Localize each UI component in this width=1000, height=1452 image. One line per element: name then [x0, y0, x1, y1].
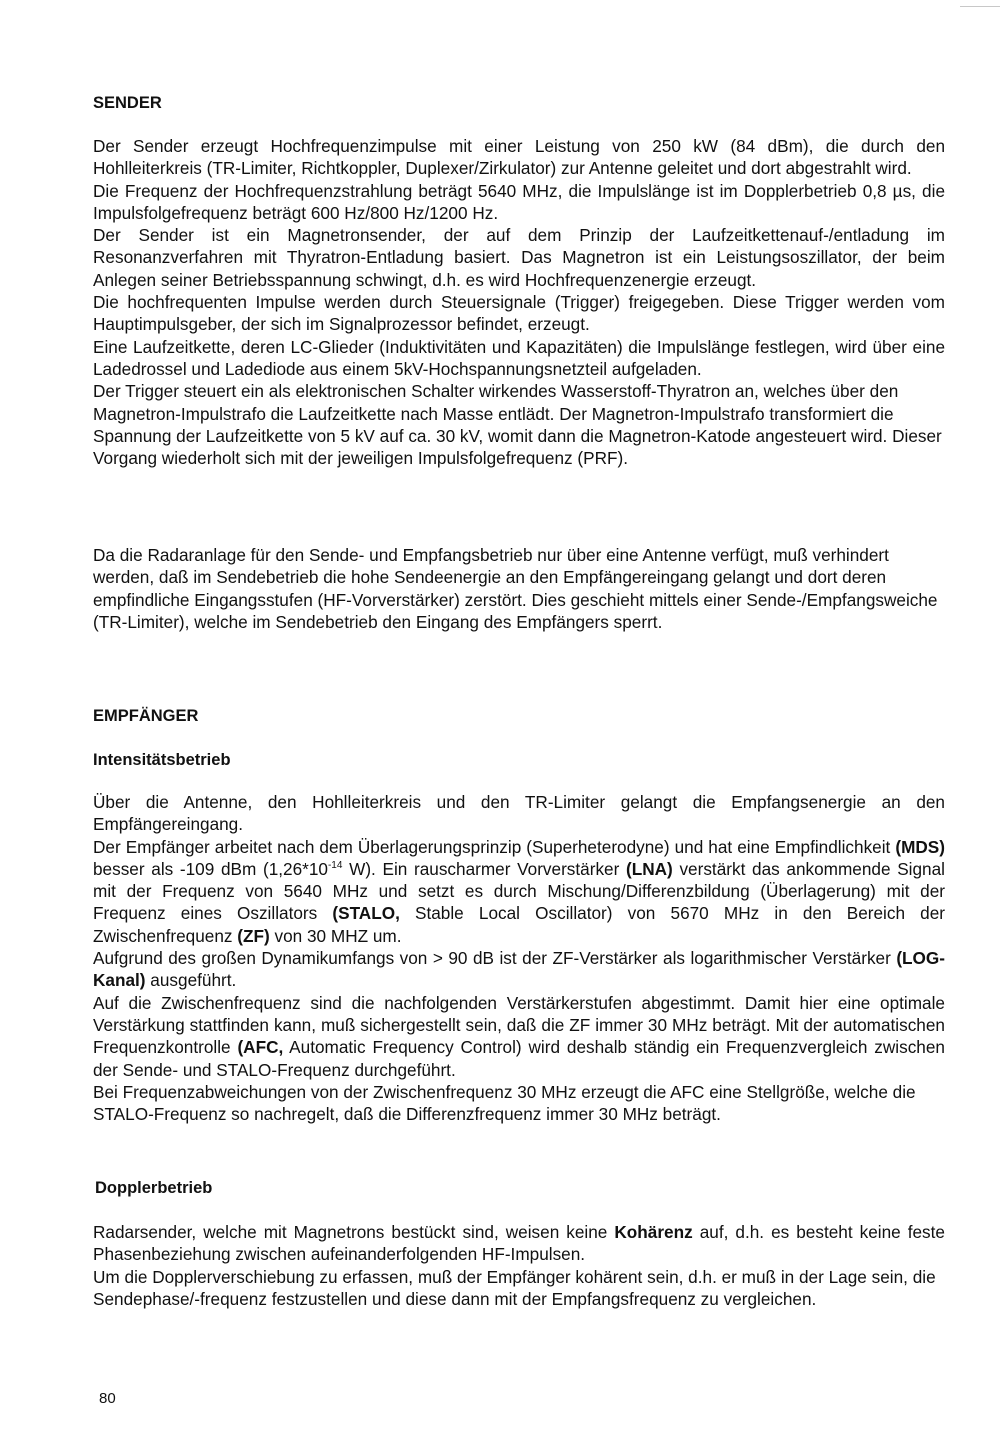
sender-paragraph: Die hochfrequenten Impulse werden durch Steuersignale (Trigger) freigegeben. Diese Trigger werden vom Hauptimpulsgeber, der sich im Signalprozessor befindet, erzeugt. — [93, 292, 945, 335]
sender-text-block — [93, 135, 945, 469]
section-heading-sender: SENDER — [93, 94, 162, 112]
term-afc: (AFC, — [237, 1037, 284, 1058]
sender-paragraph: Der Sender ist ein Magnetronsender, der auf dem Prinzip der Laufzeitkettenauf-/entladung im Resonanzverfahren mit Thyratron-Entladung basiert. Das Magnetron ist ein Leistungsoszillator, der beim Anlegen seiner Betriebsspannung schwingt, d.h. es wird Hochfrequenzenergie erzeugt. — [93, 225, 945, 290]
intensity-paragraph: Der Empfänger arbeitet nach dem Überlagerungsprinzip (Superheterodyne) und hat eine Empfindlichkeit (MDS) besser als -109 dBm ($1,26*10^{-14}$ W). Ein rauscharmer Vorverstärker (LNA) verstärkt das ankommende Signal mit der Frequenz von 5640 MHz und setzt es durch Mischung/Differenzbildung (Überlagerung) mit der Frequenz eines Oszillators (STALO, Stable Local Oscillator) von 5670 MHz in den Bereich der Zwischenfrequenz (ZF) von 30 MHZ um. — [93, 836, 946, 946]
sender-paragraph: Die Frequenz der Hochfrequenzstrahlung beträgt 5640 MHz, die Impulslänge ist im Dopplerbetrieb 0,8 µs, die Impulsfolgefrequenz beträgt 600 Hz/800 Hz/1200 Hz. — [93, 180, 945, 223]
doppler-paragraph: Um die Dopplerverschiebung zu erfassen, muß der Empfänger kohärent sein, d.h. er muß in der Lage sein, die Sendephase/-frequenz festzustellen und diese dann mit der Empfangsfrequenz zu vergleichen. — [93, 1266, 936, 1309]
intensity-paragraph: Über die Antenne, den Hohlleiterkreis und den TR-Limiter gelangt die Empfangsenergie an den Empfängereingang. — [93, 792, 945, 835]
page-number: 80 — [99, 1390, 116, 1407]
sender-paragraph: Der Trigger steuert ein als elektronischen Schalter wirkendes Wasserstoff-Thyratron an, welches über den Magnetron-Impulstrafo die Laufzeitkette nach Masse entlädt. Der Magnetron-Impulstrafo transformiert die Spannung der Laufzeitkette von 5 kV auf ca. 30 kV, womit dann die Magnetron-Katode angesteuert wird. Dieser Vorgang wiederholt sich mit der jeweiligen Impulsfolgefrequenz (PRF). — [93, 381, 942, 469]
sender-text-block-2 — [93, 544, 945, 633]
term-mds: (MDS) — [895, 836, 945, 857]
term-zf: (ZF) — [237, 925, 270, 946]
intensity-paragraph: Bei Frequenzabweichungen von der Zwischenfrequenz 30 MHz erzeugt die AFC eine Stellgröße, welche die STALO-Frequenz so nachregelt, daß die Differenzfrequenz immer 30 MHz beträgt. — [93, 1081, 916, 1125]
intensity-text-block — [93, 791, 945, 1125]
scan-artifact-line — [960, 6, 1000, 7]
term-lna: (LNA) — [626, 858, 673, 879]
term-stalo: (STALO, — [332, 903, 400, 924]
sender-paragraph: Eine Laufzeitkette, deren LC-Glieder (Induktivitäten und Kapazitäten) die Impulslänge festlegen, wird über eine Ladedrossel und Ladediode aus einem 5kV-Hochspannungsnetzteil aufgeladen. — [93, 336, 945, 379]
duplexer-paragraph: Da die Radaranlage für den Sende- und Empfangsbetrieb nur über eine Antenne verfügt, muß verhindert werden, daß im Sendebetrieb die hohe Sendeenergie an den Empfängereingang gelangt und dort deren empfindliche Eingangsstufen (HF-Vorverstärker) zerstört. Dies geschieht mittels einer Sende-/Empfangsweiche (TR-Limiter), welche im Sendebetrieb den Eingang des Empfängers sperrt. — [93, 545, 938, 632]
intensity-paragraph: Aufgrund des großen Dynamikumfangs von > 90 dB ist der ZF-Verstärker als logarithmischer Verstärker (LOG-Kanal) ausgeführt. — [93, 948, 945, 991]
term-log-kanal: (LOG-Kanal) — [93, 948, 945, 991]
section-heading-empfaenger: EMPFÄNGER — [93, 707, 199, 725]
exponent: -14 — [327, 859, 343, 871]
intensity-paragraph: Auf die Zwischenfrequenz sind die nachfolgenden Verstärkerstufen abgestimmt. Damit hier eine optimale Verstärkung stattfinden kann, muß sichergestellt sein, daß die ZF immer 30 MHz beträgt. Mit der automatischen Frequenzkontrolle (AFC, Automatic Frequency Control) wird deshalb ständig ein Frequenzvergleich zwischen der Sende- und STALO-Frequenz durchgeführt. — [93, 992, 945, 1080]
term-kohaerenz: Kohärenz — [614, 1222, 693, 1242]
doppler-paragraph: Radarsender, welche mit Magnetrons bestückt sind, weisen keine Kohärenz auf, d.h. es besteht keine feste Phasenbeziehung zwischen aufeinanderfolgenden HF-Impulsen. — [93, 1222, 945, 1265]
subheading-dopplerbetrieb: Dopplerbetrieb — [95, 1179, 213, 1197]
doppler-text-block — [93, 1221, 945, 1310]
subheading-intensitaetsbetrieb: Intensitätsbetrieb — [93, 751, 231, 769]
sender-paragraph: Der Sender erzeugt Hochfrequenzimpulse mit einer Leistung von 250 kW (84 dBm), die durch den Hohlleiterkreis (TR-Limiter, Richtkoppler, Duplexer/Zirkulator) zur Antenne geleitet und dort abgestrahlt wird. — [93, 136, 945, 179]
